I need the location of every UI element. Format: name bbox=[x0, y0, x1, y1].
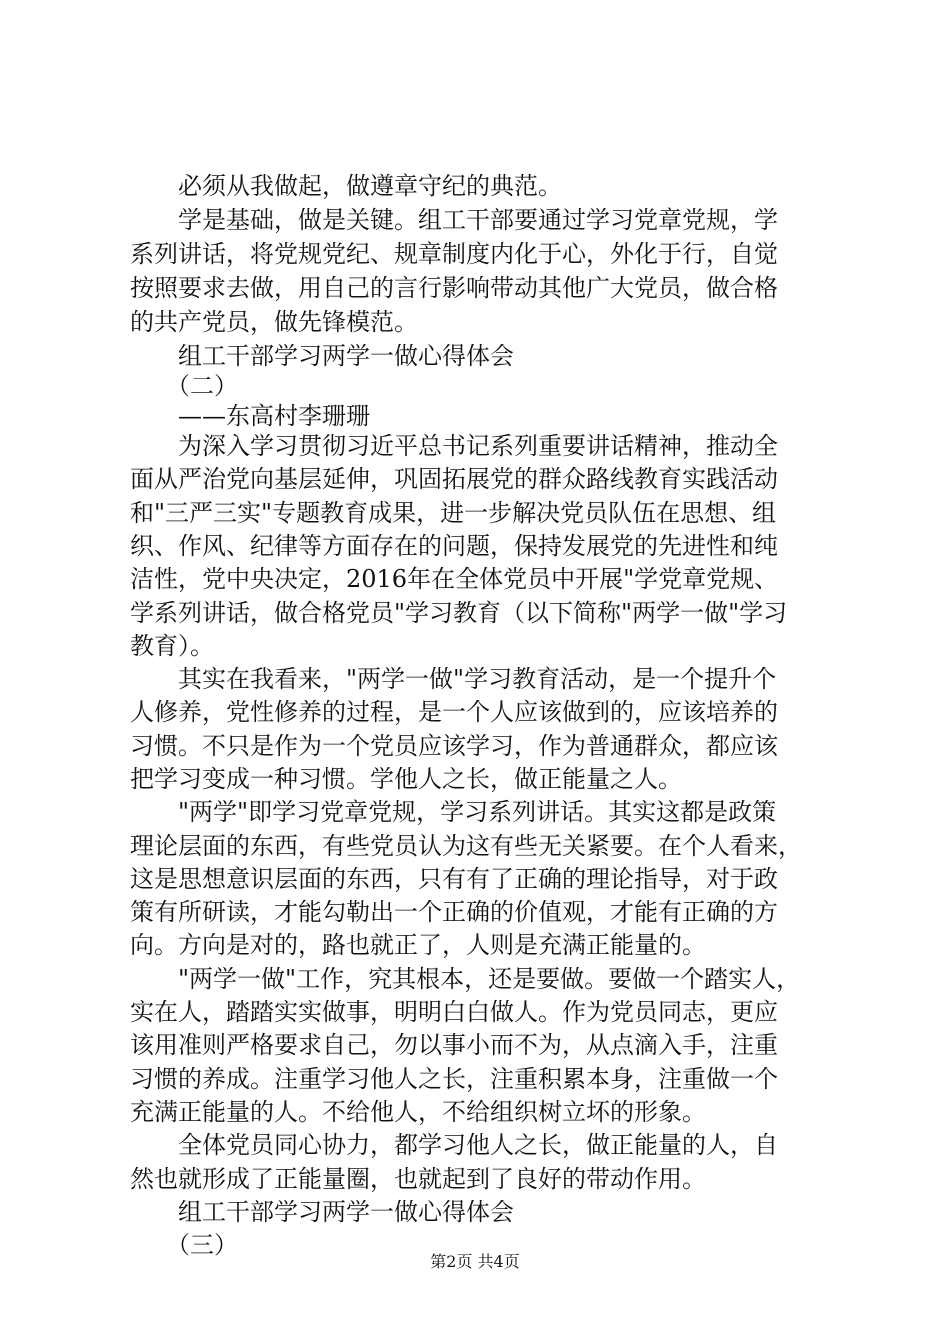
paragraph-line: 学是基础，做是关键。组工干部要通过学习党章党规，学 bbox=[178, 206, 778, 234]
paragraph-line: 为深入学习贯彻习近平总书记系列重要讲话精神，推动全 bbox=[178, 432, 778, 460]
paragraph-line: 其实在我看来，"两学一做"学习教育活动，是一个提升个 bbox=[178, 665, 777, 693]
paragraph-line: "两学一做"工作，究其根本，还是要做。要做一个踏实人， bbox=[178, 965, 801, 993]
paragraph-line: 按照要求去做，用自己的言行影响带动其他广大党员，做合格 bbox=[130, 274, 778, 302]
paragraph-line: 该用准则严格要求自己，勿以事小而不为，从点滴入手，注重 bbox=[130, 1031, 778, 1059]
section-number: （二） bbox=[166, 372, 238, 400]
paragraph-line: 向。方向是对的，路也就正了，人则是充满正能量的。 bbox=[130, 931, 706, 959]
author-line: ——东高村李珊珊 bbox=[178, 402, 370, 430]
paragraph-line: 学系列讲话，做合格党员"学习教育（以下简称"两学一做"学习 bbox=[130, 599, 788, 627]
paragraph-line: 教育）。 bbox=[130, 632, 214, 660]
paragraph-line: 策有所研读，才能勾勒出一个正确的价值观，才能有正确的方 bbox=[130, 898, 778, 926]
section-title: 组工干部学习两学一做心得体会 bbox=[178, 1198, 514, 1226]
paragraph-line: 织、作风、纪律等方面存在的问题，保持发展党的先进性和纯 bbox=[130, 532, 778, 560]
paragraph-line: 必须从我做起，做遵章守纪的典范。 bbox=[178, 172, 562, 200]
paragraph-line: 这是思想意识层面的东西，只有有了正确的理论指导，对于政 bbox=[130, 865, 778, 893]
paragraph-line: 习惯。不只是作为一个党员应该学习，作为普通群众，都应该 bbox=[130, 732, 778, 760]
paragraph-line: 把学习变成一种习惯。学他人之长，做正能量之人。 bbox=[130, 765, 682, 793]
paragraph-line: 面从严治党向基层延伸，巩固拓展党的群众路线教育实践活动 bbox=[130, 465, 778, 493]
paragraph-line: 系列讲话，将党规党纪、规章制度内化于心，外化于行，自觉 bbox=[130, 240, 778, 268]
paragraph-line: 和"三严三实"专题教育成果，进一步解决党员队伍在思想、组 bbox=[130, 499, 777, 527]
paragraph-line: 充满正能量的人。不给他人，不给组织树立坏的形象。 bbox=[130, 1098, 706, 1126]
page-number-footer: 第2页 共4页 bbox=[430, 1252, 520, 1271]
paragraph-line: 全体党员同心协力，都学习他人之长，做正能量的人，自 bbox=[178, 1131, 778, 1159]
paragraph-line: 实在人，踏踏实实做事，明明白白做人。作为党员同志，更应 bbox=[130, 998, 778, 1026]
section-number: （三） bbox=[166, 1231, 238, 1259]
paragraph-line: 习惯的养成。注重学习他人之长，注重积累本身，注重做一个 bbox=[130, 1065, 778, 1093]
paragraph-line: 洁性，党中央决定，2016年在全体党员中开展"学党章党规、 bbox=[130, 565, 779, 593]
paragraph-line: 人修养，党性修养的过程，是一个人应该做到的，应该培养的 bbox=[130, 698, 778, 726]
paragraph-line: 理论层面的东西，有些党员认为这有些无关紧要。在个人看来， bbox=[130, 832, 802, 860]
paragraph-line: 的共产党员，做先锋模范。 bbox=[130, 308, 418, 336]
paragraph-line: "两学"即学习党章党规，学习系列讲话。其实这都是政策 bbox=[178, 798, 777, 826]
section-title: 组工干部学习两学一做心得体会 bbox=[178, 342, 514, 370]
paragraph-line: 然也就形成了正能量圈，也就起到了良好的带动作用。 bbox=[130, 1165, 706, 1193]
